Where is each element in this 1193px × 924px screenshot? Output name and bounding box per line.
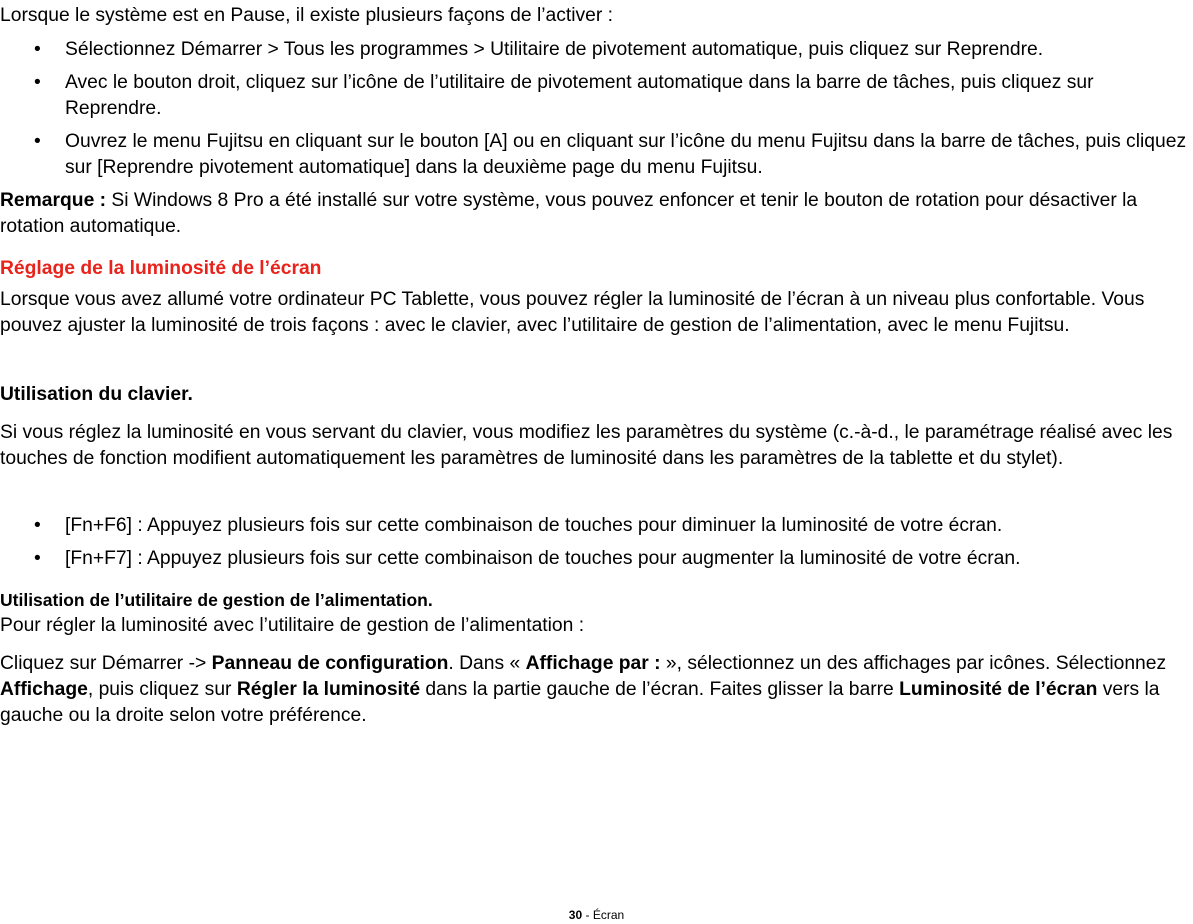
keyboard-paragraph: Si vous réglez la luminosité en vous servant du clavier, vous modifiez les paramètres du système (c.-à-d., le paramétrage réalisé avec les touches de fonction modifient automatiquement les paramètres de luminosité dans les paramètres de la tablette et du stylet).	[0, 422, 1173, 469]
list-item: • Ouvrez le menu Fujitsu en cliquant sur le bouton [A] ou en cliquant sur l’icône du menu Fujitsu dans la barre de tâches, puis cliquez sur [Reprendre pivotement automatique] dans la deuxième page du menu Fujitsu.	[34, 131, 1187, 178]
remark-label: Remarque :	[0, 190, 107, 211]
page-footer: 30 - Écran	[568, 908, 625, 922]
brightness-paragraph: Lorsque vous avez allumé votre ordinateur PC Tablette, vous pouvez régler la luminosité de l’écran à un niveau plus confortable. Vous pouvez ajuster la luminosité de trois façons : avec le clavier, avec l’utilitaire de gestion de l’alimentation, avec le menu Fujitsu.	[0, 289, 1145, 336]
list-item: • Avec le bouton droit, cliquez sur l’icône de l’utilitaire de pivotement automatique dans la barre de tâches, puis cliquez sur Reprendre.	[34, 72, 1094, 119]
power-steps-paragraph: Cliquez sur Démarrer -> Panneau de configuration. Dans « Affichage par : », sélectionnez un des affichages par icônes. Sélectionnez Affichage, puis cliquez sur Régler la luminosité dans la partie gauche de l’écran. Faites glisser la barre Luminosité de l’écran vers la gauche ou la droite selon votre préférence.	[0, 653, 1167, 726]
subheading-keyboard: Utilisation du clavier.	[0, 384, 193, 405]
page-number: 30	[568, 908, 583, 922]
keyboard-shortcuts-list	[0, 513, 1193, 572]
list-item: • [Fn+F7] : Appuyez plusieurs fois sur cette combinaison de touches pour augmenter la luminosité de votre écran.	[0, 546, 1193, 572]
remark-text: Si Windows 8 Pro a été installé sur votre système, vous pouvez enfoncer et tenir le bouton de rotation pour désactiver la rotation automatique.	[0, 190, 1138, 237]
bullet-icon: •	[34, 72, 41, 93]
remark-paragraph	[0, 188, 1193, 240]
power-intro-paragraph: Pour régler la luminosité avec l’utilitaire de gestion de l’alimentation :	[0, 615, 585, 636]
bullet-icon: •	[34, 515, 41, 536]
list-item: • [Fn+F6] : Appuyez plusieurs fois sur cette combinaison de touches pour diminuer la luminosité de votre écran.	[0, 513, 1193, 539]
section-heading-brightness: Réglage de la luminosité de l’écran	[0, 258, 322, 279]
activation-methods-list	[0, 37, 1193, 181]
subheading-power-utility: Utilisation de l’utilitaire de gestion de l’alimentation.	[0, 590, 433, 610]
intro-paragraph: Lorsque le système est en Pause, il existe plusieurs façons de l’activer :	[0, 5, 614, 26]
bullet-icon: •	[34, 39, 41, 60]
bullet-icon: •	[34, 548, 41, 569]
footer-section: Écran	[592, 908, 625, 922]
list-item: • Sélectionnez Démarrer > Tous les programmes > Utilitaire de pivotement automatique, puis cliquez sur Reprendre.	[0, 37, 1193, 63]
bullet-icon: •	[34, 131, 41, 152]
